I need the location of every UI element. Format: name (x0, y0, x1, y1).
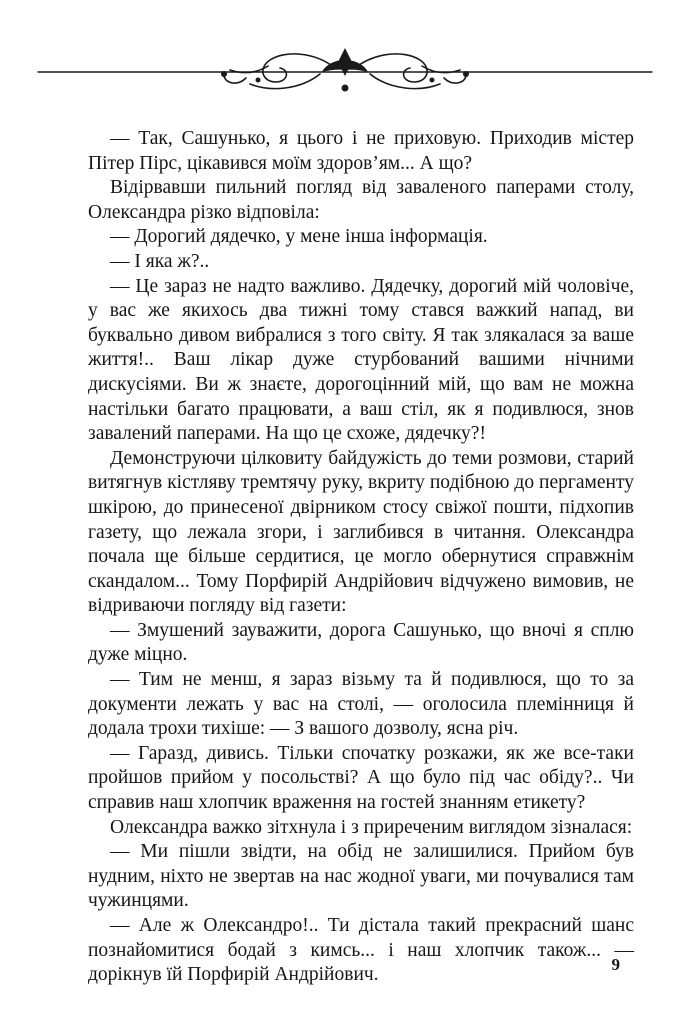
paragraph: — Дорогий дядечко, у мене інша інформація. (110, 226, 488, 248)
body-text (88, 127, 634, 988)
header-ornament (0, 30, 690, 100)
paragraph: — Так, Сашунько, я цього і не приховую. Приходив містер Пітер Пірс, цікавився моїм здоров’ям... А що? (88, 128, 634, 174)
paragraph: — Гаразд, дивись. Тільки спочатку розкажи, як же все-таки пройшов прийом у посольстві? А що було під час обіду?.. Чи справив наш хлопчик враження на гостей знанням етикету? (88, 742, 634, 814)
paragraph: — Ми пішли звідти, на обід не залишилися. Прийом був нудним, ніхто не звертав на нас жодної уваги, ми почувалися там чужинцями. (88, 841, 634, 912)
page-number: 9 (611, 955, 620, 974)
paragraph: Олександра важко зітхнула і з приреченим виглядом зізналася: (110, 816, 633, 838)
paragraph: — Змушений зауважити, дорога Сашунько, що вночі я сплю дуже міцно. (88, 619, 634, 666)
paragraph: — Це зараз не надто важливо. Дядечку, дорогий мій чоловіче, у вас же якихось два тижні тому стався важкий напад, ви буквально дивом вибралися з того світу. Я так злякалася за ваше життя!.. Ваш лікар дуже стурбований вашими нічними дискусіями. Ви ж знаєте, дорогоцінний мій, що вам не можна настільки багато працювати, а ваш стіл, як я подивлюся, знов завалений паперами. На що це схоже, дядечку?! (88, 275, 634, 445)
paragraph: Відірвавши пильний погляд від заваленого паперами столу, Олександра різко відповіла: (88, 177, 634, 223)
paragraph: — Тим не менш, я зараз візьму та й подивлюся, що то за документи лежать у вас на столі, — оголосила племінниця й додала трохи тихіше: — З вашого дозволу, ясна річ. (88, 669, 634, 740)
paragraph: Демонструючи цілковиту байдужість до теми розмови, старий витягнув кістляву тремтячу руку, вкриту подібною до пергаменту шкірою, до принесеної двірником стосу свіжої пошти, підхопив газету, що лежала згори, і заглибився в читання. Олександра почала ще більше сердитися, це могло обернутися справжнім скандалом... Тому Порфирій Андрійович відчужено вимовив, не відриваючи погляду від газети: (88, 447, 634, 617)
paragraph: — Але ж Олександро!.. Ти дістала такий прекрасний шанс познайомитися бодай з кимсь... і наш хлопчик також... — дорікнув їй Порфирій Андрійович. (88, 915, 634, 986)
paragraph: — І яка ж?.. (110, 250, 210, 272)
